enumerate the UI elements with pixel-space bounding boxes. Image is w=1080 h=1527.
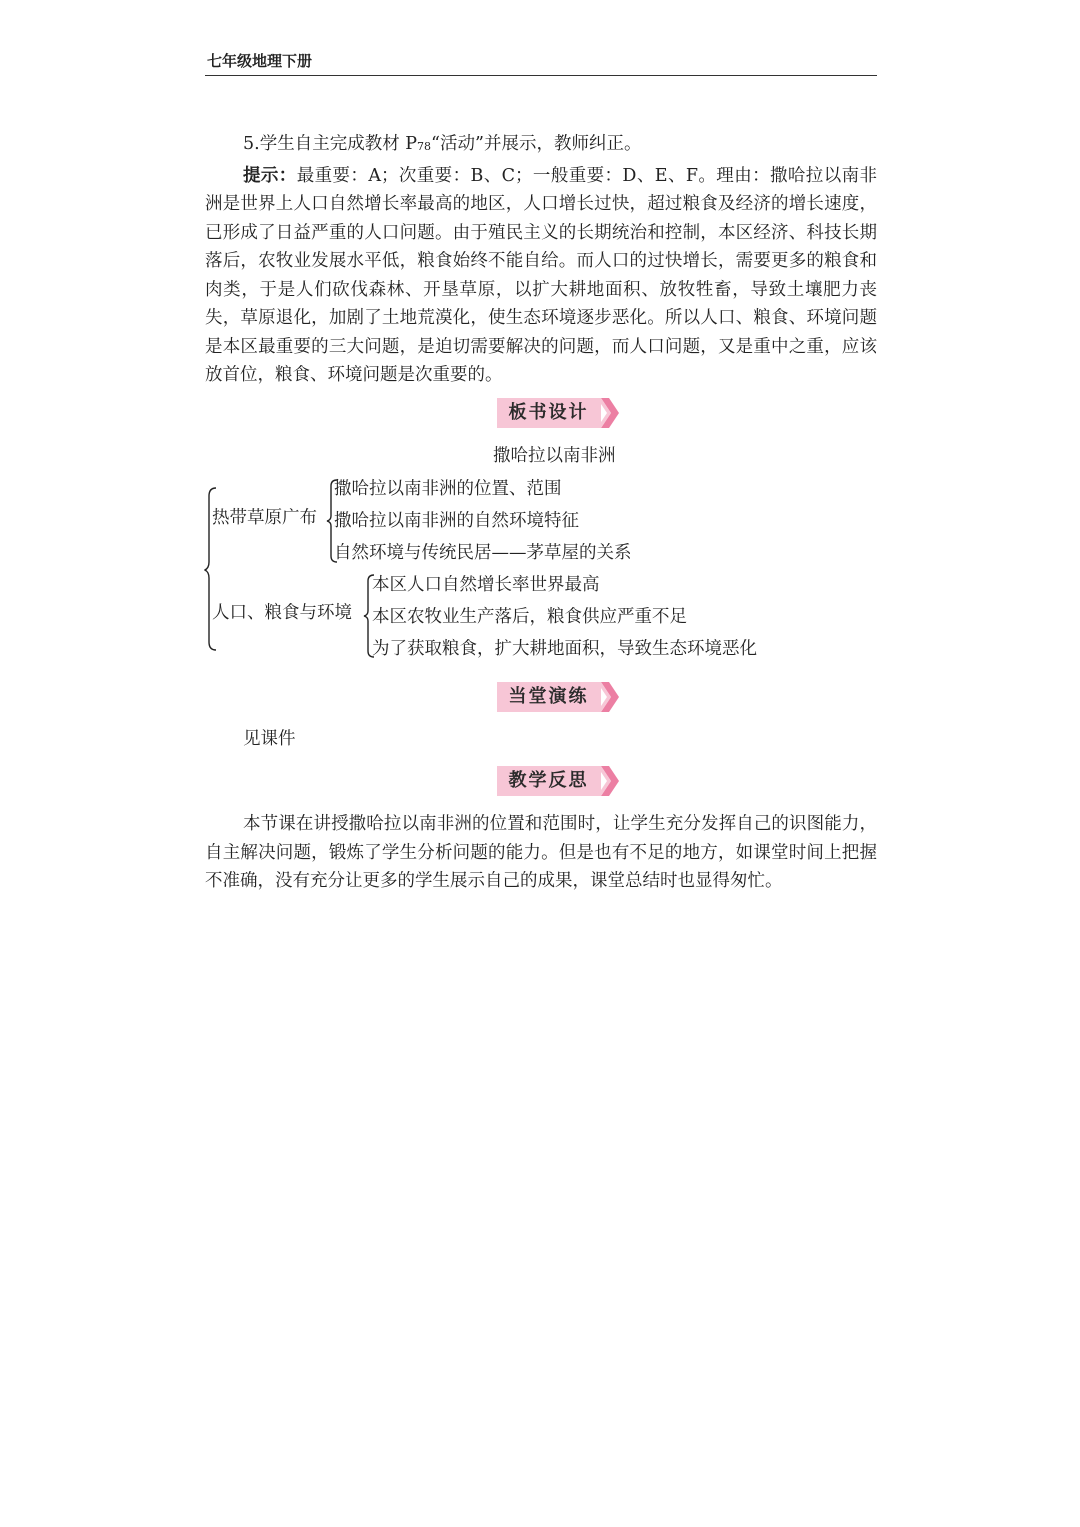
reflection-paragraph: 本节课在讲授撒哈拉以南非洲的位置和范围时，让学生充分发挥自己的识图能力，自主解决问题，锻炼了学生分析问题的能力。但是也有不足的地方，如课堂时间上把握不准确，没有充分让更多的学生展示自己的成果，课堂总结时也显得匆忙。 xyxy=(205,814,877,891)
reflection-section xyxy=(205,810,877,896)
tip-text: 最重要：A；次重要：B、C；一般重要：D、E、F。理由：撒哈拉以南非洲是世界上人口自然增长率最高的地区，人口增长过快，超过粮食及经济的增长速度，已形成了日益严重的人口问题。由于殖民主义的长期统治和控制，本区经济、科技长期落后，农牧业发展水平低，粮食始终不能自给。而人口的过快增长，需要更多的粮食和肉类，于是人们砍伐森林、开垦草原，以扩大耕地面积、放牧牲畜，导致土壤肥力丧失，草原退化，加剧了土地荒漠化，使生态环境逐步恶化。所以人口、粮食、环境问题是本区最重要的三大问题，是迫切需要解决的问题，而人口问题，又是重中之重，应该放首位，粮食、环境问题是次重要的。 xyxy=(205,165,878,385)
group2-item: 本区人口自然增长率世界最高 xyxy=(372,575,600,595)
page-header xyxy=(205,50,877,76)
group1-label: 热带草原广布 xyxy=(212,508,317,528)
group2-item: 本区农牧业生产落后，粮食供应严重不足 xyxy=(372,607,687,627)
practice-text: 见课件 xyxy=(243,729,296,749)
practice-banner xyxy=(497,682,619,712)
header-title: 七年级地理下册 xyxy=(207,52,313,70)
board-design-title: 板书设计 xyxy=(508,402,589,423)
board-design-banner xyxy=(497,398,619,428)
tip-paragraph xyxy=(205,162,877,390)
reflection-banner xyxy=(497,766,619,796)
activity-intro xyxy=(205,130,877,162)
group1-item: 自然环境与传统民居——茅草屋的关系 xyxy=(334,543,632,563)
group1-item: 撒哈拉以南非洲的自然环境特征 xyxy=(334,511,579,531)
tip-label: 提示： xyxy=(243,165,297,186)
intro-page-subscript: 78 xyxy=(417,140,432,153)
intro-text: 5.学生自主完成教材 P xyxy=(243,134,418,154)
practice-title: 当堂演练 xyxy=(508,686,589,707)
reflection-title: 教学反思 xyxy=(508,770,589,791)
group2-item: 为了获取粮食，扩大耕地面积，导致生态环境恶化 xyxy=(372,639,757,659)
group1-item: 撒哈拉以南非洲的位置、范围 xyxy=(334,479,562,499)
group2-label: 人口、粮食与环境 xyxy=(212,603,352,623)
intro-text-end: “活动”并展示，教师纠正。 xyxy=(431,134,642,154)
board-title: 撒哈拉以南非洲 xyxy=(493,446,616,466)
activity-section xyxy=(205,130,877,390)
